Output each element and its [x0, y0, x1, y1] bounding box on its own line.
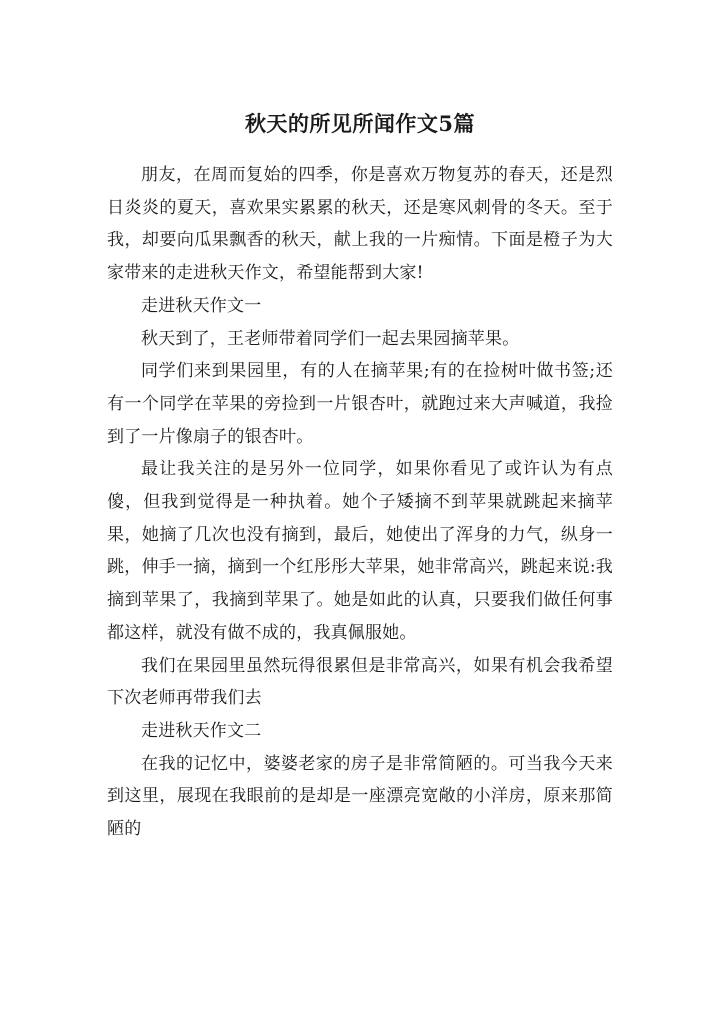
- body-paragraph: 秋天到了，王老师带着同学们一起去果园摘苹果。: [141, 328, 520, 349]
- intro-paragraph: 朋友，在周而复始的四季，你是喜欢万物复苏的春天，还是烈日炎炎的夏天，喜欢果实累累的秋天，还是寒风刺骨的冬天。至于我，却要向瓜果飘香的秋天，献上我的一片痴情。下面是橙子为大家带来的走进秋天作文，希望能帮到大家!: [107, 165, 613, 284]
- body-paragraph: 最让我关注的是另外一位同学，如果你看见了或许认为有点傻，但我到觉得是一种执着。她个子矮摘不到苹果就跳起来摘苹果，她摘了几次也没有摘到，最后，她使出了浑身的力气，纵身一跳，伸手一摘，摘到一个红彤彤大苹果，她非常高兴，跳起来说:我摘到苹果了，我摘到苹果了。她是如此的认真，只要我们做任何事都这样，就没有做不成的，我真佩服她。: [107, 459, 613, 643]
- document-body: [107, 159, 613, 846]
- body-paragraph: 在我的记忆中，婆婆老家的房子是非常简陋的。可当我今天来到这里，展现在我眼前的是却是一座漂亮宽敞的小洋房，原来那简陋的: [107, 753, 613, 840]
- section-heading-2: 走进秋天作文二: [141, 720, 262, 741]
- body-paragraph: 同学们来到果园里，有的人在摘苹果;有的在捡树叶做书签;还有一个同学在苹果的旁捡到一片银杏叶，就跑过来大声喊道，我捡到了一片像扇子的银杏叶。: [107, 361, 613, 447]
- body-paragraph: 我们在果园里虽然玩得很累但是非常高兴，如果有机会我希望下次老师再带我们去: [107, 655, 613, 709]
- section-heading-1: 走进秋天作文一: [141, 295, 262, 316]
- document-title: 秋天的所见所闻作文5篇: [244, 111, 476, 136]
